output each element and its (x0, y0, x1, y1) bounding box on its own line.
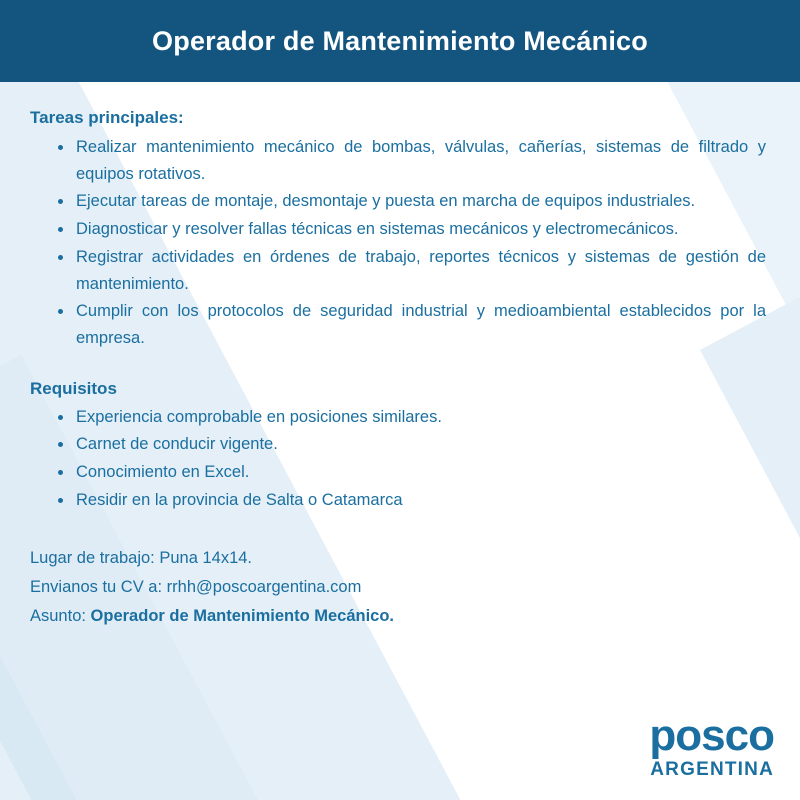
posco-logo (649, 711, 774, 782)
list-item: Diagnosticar y resolver fallas técnicas en sistemas mecánicos y electromecánicos. (58, 216, 766, 243)
section-spacer (30, 353, 766, 379)
poster-content (0, 82, 800, 514)
poster-header (0, 0, 800, 82)
list-item: Experiencia comprobable en posiciones similares. (58, 404, 766, 431)
list-item: Realizar mantenimiento mecánico de bombas, válvulas, cañerías, sistemas de filtrado y equipos rotativos. (58, 134, 766, 187)
cv-line (30, 573, 766, 602)
work-location-line: Lugar de trabajo: Puna 14x14. (30, 548, 253, 567)
logo-subtitle: ARGENTINA (650, 759, 774, 781)
tasks-list (30, 134, 766, 352)
page-title: Operador de Mantenimiento Mecánico (152, 25, 648, 56)
cv-label: Envianos tu CV a: (30, 577, 167, 596)
cv-email[interactable]: rrhh@poscoargentina.com (166, 577, 362, 596)
requirements-section-title: Requisitos (30, 378, 117, 398)
tasks-section-title: Tareas principales: (30, 108, 184, 127)
list-item: Residir en la provincia de Salta o Catamarca (58, 487, 766, 514)
logo-wordmark: posco (649, 711, 774, 761)
list-item: Ejecutar tareas de montaje, desmontaje y puesta en marcha de equipos industriales. (58, 188, 766, 215)
requirements-list (30, 404, 766, 514)
list-item: Conocimiento en Excel. (58, 459, 766, 486)
contact-details (0, 544, 800, 632)
subject-line (30, 602, 766, 631)
list-item: Carnet de conducir vigente. (58, 431, 766, 458)
subject-value: Operador de Mantenimiento Mecánico. (90, 607, 395, 626)
subject-label: Asunto: (30, 607, 91, 626)
list-item: Cumplir con los protocolos de seguridad industrial y medioambiental establecidos por la empresa. (58, 298, 766, 351)
list-item: Registrar actividades en órdenes de trabajo, reportes técnicos y sistemas de gestión de mantenimiento. (58, 244, 766, 297)
